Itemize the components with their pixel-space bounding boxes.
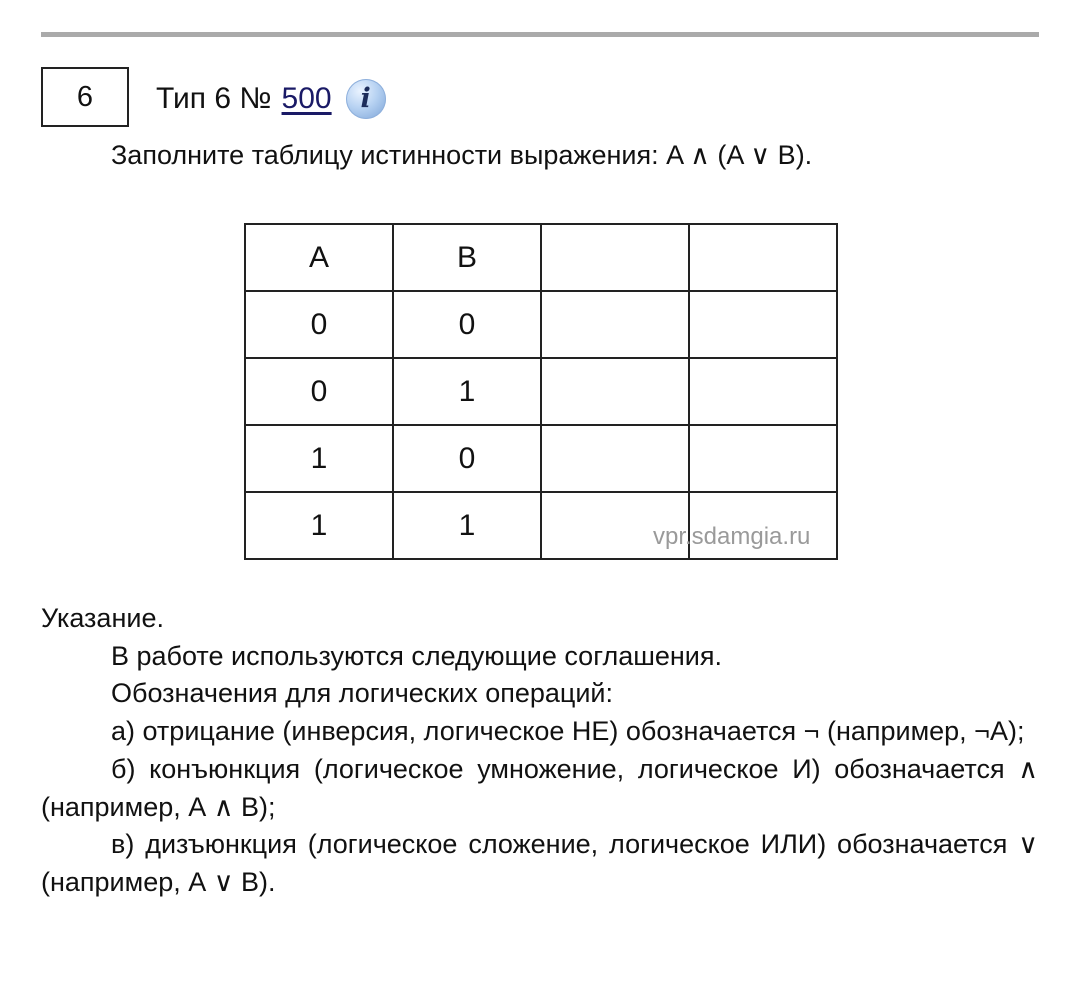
table-cell: 0 (393, 425, 541, 492)
task-type-label: Тип 6 № (156, 82, 272, 115)
note-paragraph: Обозначения для логических операций: (111, 678, 614, 709)
truth-table (244, 223, 838, 560)
table-cell (541, 425, 689, 492)
table-row (245, 358, 837, 425)
note-conjunction: б) конъюнкция (логическое умножение, логическое И) обозначается ∧ (например, А ∧ В); (41, 753, 1038, 822)
table-cell (689, 425, 837, 492)
table-cell: 1 (245, 492, 393, 559)
table-row (245, 425, 837, 492)
note-section (41, 600, 1038, 902)
table-cell: 0 (393, 291, 541, 358)
table-cell: 1 (393, 492, 541, 559)
task-number-box (41, 67, 129, 127)
header-cell: B (393, 224, 541, 291)
note-title: Указание. (41, 603, 164, 633)
table-cell (689, 291, 837, 358)
table-cell: 1 (245, 425, 393, 492)
table-cell (689, 358, 837, 425)
table-cell: 0 (245, 291, 393, 358)
note-negation: а) отрицание (инверсия, логическое НЕ) обозначается ¬ (например, ¬А); (111, 716, 1025, 747)
header-cell: A (245, 224, 393, 291)
table-cell (541, 358, 689, 425)
header-cell (541, 224, 689, 291)
note-paragraph: В работе используются следующие соглашения. (111, 640, 723, 671)
table-header-row (245, 224, 837, 291)
note-disjunction: в) дизъюнкция (логическое сложение, логическое ИЛИ) обозначается ∨ (например, А ∨ В). (41, 829, 1038, 897)
table-cell: 0 (245, 358, 393, 425)
task-header (156, 78, 386, 120)
task-number: 6 (76, 80, 94, 113)
task-id-link[interactable]: 500 (281, 82, 332, 115)
info-icon[interactable]: i (346, 79, 386, 119)
watermark: vpr.sdamgia.ru (653, 523, 811, 550)
header-cell (689, 224, 837, 291)
question-text: Заполните таблицу истинности выражения: A ∧ (A ∨ B). (111, 140, 813, 170)
table-cell: 1 (393, 358, 541, 425)
table-cell (541, 291, 689, 358)
table-row (245, 291, 837, 358)
top-divider (41, 32, 1039, 37)
